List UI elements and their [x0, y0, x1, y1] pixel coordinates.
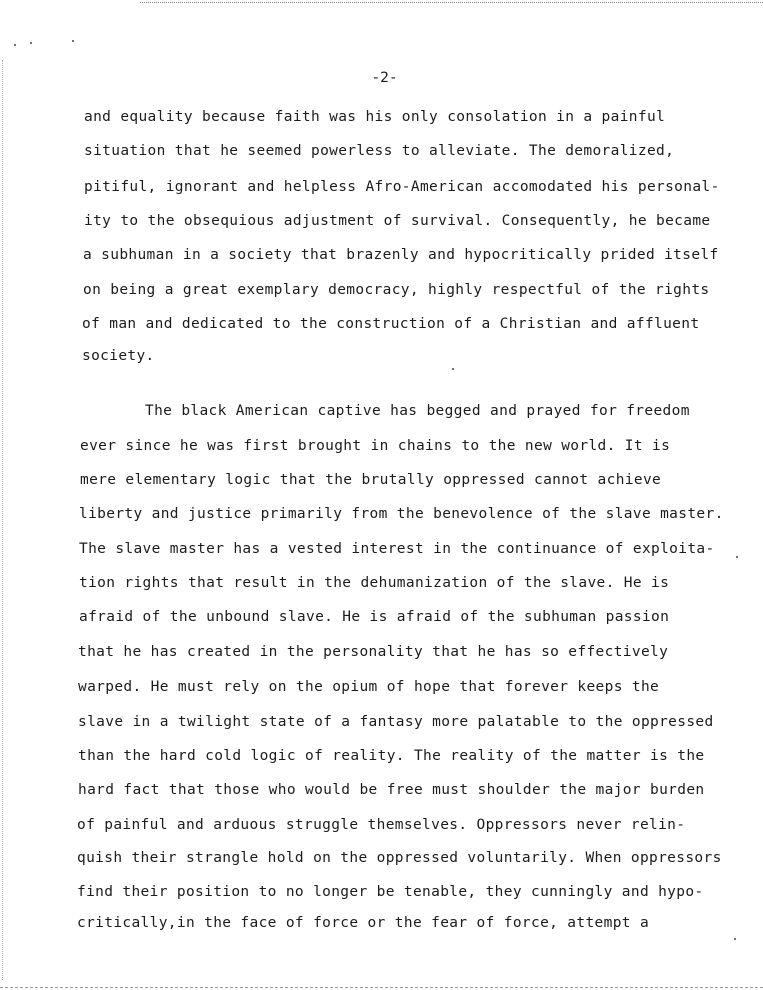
- text-line: tion rights that result in the dehumanization of the slave. He is: [79, 575, 670, 591]
- text-line: of man and dedicated to the construction of a Christian and affluent: [82, 316, 700, 332]
- text-line: of painful and arduous struggle themselves. Oppressors never relin-: [77, 817, 686, 833]
- text-line: than the hard cold logic of reality. The reality of the matter is the: [78, 748, 705, 764]
- text-line: quish their strangle hold on the oppressed voluntarily. When oppressors: [77, 850, 722, 866]
- scan-speck: [736, 556, 738, 558]
- page-number: -2-: [371, 70, 398, 86]
- text-line: critically,in the face of force or the fear of force, attempt a: [77, 915, 650, 931]
- text-line: The black American captive has begged and prayed for freedom: [145, 403, 690, 419]
- text-line: and equality because faith was his only consolation in a painful: [84, 109, 666, 125]
- text-line: afraid of the unbound slave. He is afraid of the subhuman passion: [79, 609, 670, 625]
- scan-speck: [14, 44, 16, 46]
- text-line: pitiful, ignorant and helpless Afro-American accomodated his personal-: [84, 179, 720, 195]
- text-line: a subhuman in a society that brazenly and hypocritically prided itself: [83, 247, 719, 263]
- left-edge-rule: [2, 60, 4, 980]
- text-line: ever since he was first brought in chains to the new world. It is: [80, 438, 671, 454]
- bottom-edge-rule: [0, 987, 763, 988]
- text-line: society.: [82, 348, 155, 364]
- scan-speck: [30, 42, 32, 44]
- scan-speck: [452, 368, 454, 370]
- text-line: The slave master has a vested interest in the continuance of exploita-: [79, 541, 715, 557]
- scan-speck: [72, 40, 74, 42]
- text-line: warped. He must rely on the opium of hope that forever keeps the: [78, 679, 660, 695]
- text-line: slave in a twilight state of a fantasy more palatable to the oppressed: [78, 714, 714, 730]
- text-line: on being a great exemplary democracy, highly respectful of the rights: [83, 282, 710, 298]
- text-line: find their position to no longer be tenable, they cunningly and hypo-: [77, 884, 704, 900]
- text-line: mere elementary logic that the brutally oppressed cannot achieve: [80, 472, 662, 488]
- text-line: ity to the obsequious adjustment of survival. Consequently, he became: [84, 213, 711, 229]
- text-line: hard fact that those who would be free must shoulder the major burden: [78, 782, 705, 798]
- text-line: that he has created in the personality that he has so effectively: [78, 644, 669, 660]
- text-line: liberty and justice primarily from the benevolence of the slave master.: [79, 506, 724, 522]
- scan-speck: [734, 938, 736, 940]
- text-line: situation that he seemed powerless to alleviate. The demoralized,: [84, 143, 675, 159]
- top-edge-rule: [140, 2, 763, 3]
